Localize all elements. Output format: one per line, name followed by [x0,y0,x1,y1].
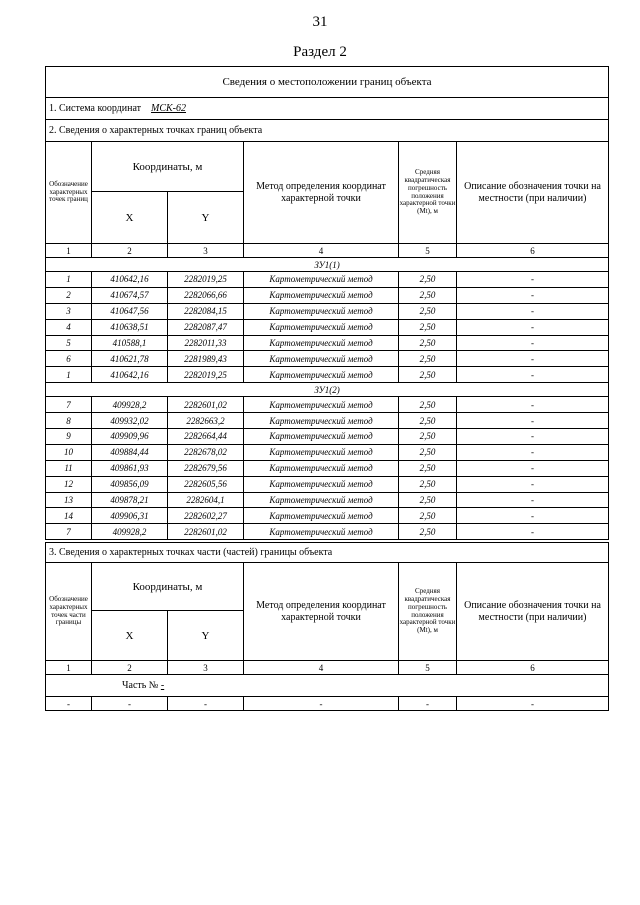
table-row [46,351,609,367]
table-cell: 409909,96 [92,429,168,445]
table-cell: 409928,2 [92,397,168,413]
table-cell: 409861,93 [92,460,168,476]
table-cell: - [92,697,168,711]
table-cell: 1 [46,272,92,288]
table-cell: Картометрический метод [244,524,399,540]
table-cell: 2281989,43 [168,351,244,367]
table-row [46,303,609,319]
parcel-rows [46,258,609,540]
table-cell: 9 [46,429,92,445]
table-cell: - [457,444,609,460]
table-cell: 2282011,33 [168,335,244,351]
section3-title: 3. Сведения о характерных точках части (частей) границы объекта [46,543,609,563]
table-title: Сведения о местоположении границ объекта [46,67,609,98]
table-cell: 2 [46,287,92,303]
parcel-header-row [46,258,609,272]
header-description: Описание обозначения точки на местности (при наличии) [457,563,609,661]
table-row [46,319,609,335]
table-cell: 2282087,47 [168,319,244,335]
table-cell: 6 [46,351,92,367]
table-cell: 409856,09 [92,476,168,492]
table-row [46,272,609,288]
table-cell: 11 [46,460,92,476]
header-method: Метод определения координат характерной точки [244,142,399,244]
table-cell: 2282601,02 [168,524,244,540]
col-number: 6 [457,244,609,258]
coord-system-value: МСК-62 [151,103,187,114]
table-cell: Картометрический метод [244,351,399,367]
table-cell: Картометрический метод [244,335,399,351]
table-cell: - [457,492,609,508]
part-number-row [46,675,609,697]
table-cell: 2,50 [399,429,457,445]
table-cell: - [457,303,609,319]
column-numbers-row [46,661,609,675]
table-cell: 2282019,25 [168,367,244,383]
table-cell: 409928,2 [92,524,168,540]
table-cell: - [457,397,609,413]
table-cell: 2,50 [399,287,457,303]
table-cell: - [457,367,609,383]
table-cell: 1 [46,367,92,383]
header-coords: Координаты, м [92,142,244,192]
table-cell: Картометрический метод [244,303,399,319]
table-cell: 4 [46,319,92,335]
table-cell: - [244,697,399,711]
col-number: 3 [168,661,244,675]
table-row [46,476,609,492]
table-cell: 410674,57 [92,287,168,303]
col-number: 5 [399,244,457,258]
part-data-row [46,697,609,711]
table-cell: 2,50 [399,444,457,460]
col-number: 1 [46,244,92,258]
table-cell: - [457,508,609,524]
col-number: 6 [457,661,609,675]
table-cell: 410647,56 [92,303,168,319]
table-cell: - [457,476,609,492]
table-cell: 2282679,56 [168,460,244,476]
header-coords: Координаты, м [92,563,244,611]
table-cell: - [457,429,609,445]
table-cell: 2,50 [399,351,457,367]
table-cell: 409906,31 [92,508,168,524]
table-cell: Картометрический метод [244,429,399,445]
table-cell: 409932,02 [92,413,168,429]
table-cell: 2282602,27 [168,508,244,524]
section2-title: 2. Сведения о характерных точках границ объекта [46,120,609,142]
table-cell: 410642,16 [92,272,168,288]
page-number: 31 [312,14,328,30]
col-number: 4 [244,244,399,258]
header-method: Метод определения координат характерной точки [244,563,399,661]
table-cell: 2,50 [399,303,457,319]
col-number: 3 [168,244,244,258]
parcel-name: ЗУ1(2) [46,383,609,397]
header-error: Средняя квадратическая погрешность положения характерной точки (Mt), м [399,563,457,661]
table-cell: 2,50 [399,476,457,492]
col-number: 1 [46,661,92,675]
header-error: Средняя квадратическая погрешность положения характерной точки (Mt), м [399,142,457,244]
table-cell: - [457,460,609,476]
table-cell: Картометрический метод [244,492,399,508]
table-cell: 409884,44 [92,444,168,460]
table-row [46,492,609,508]
table-cell: 7 [46,524,92,540]
col-number: 5 [399,661,457,675]
header-y: Y [168,611,244,661]
table-cell: 5 [46,335,92,351]
table-row [46,524,609,540]
header-part-point-label: Обозначение характерных точек части границы [46,563,92,661]
column-numbers-row [46,244,609,258]
table-cell: 2282601,02 [168,397,244,413]
table-cell: - [46,697,92,711]
parcel-name: ЗУ1(1) [46,258,609,272]
header-x: X [92,192,168,244]
table-cell: Картометрический метод [244,319,399,335]
table-cell: 10 [46,444,92,460]
table-cell: 12 [46,476,92,492]
col-number: 2 [92,244,168,258]
table-cell: 410642,16 [92,367,168,383]
header-point-label: Обозначение характерных точек границ [46,142,92,244]
table-cell: 2,50 [399,492,457,508]
table-cell: 3 [46,303,92,319]
table-cell: 2,50 [399,460,457,476]
table-cell: 410621,78 [92,351,168,367]
col-number: 2 [92,661,168,675]
table-row [46,508,609,524]
table-cell: 7 [46,397,92,413]
table-cell: 2,50 [399,367,457,383]
table-cell: 2282678,02 [168,444,244,460]
table-cell: - [168,697,244,711]
table-cell: - [457,335,609,351]
table-cell: 2,50 [399,272,457,288]
table-cell: Картометрический метод [244,460,399,476]
table-cell: 409878,21 [92,492,168,508]
header-x: X [92,611,168,661]
table-cell: 2,50 [399,413,457,429]
table-cell: Картометрический метод [244,367,399,383]
table-cell: 2,50 [399,524,457,540]
table-cell: 2282084,15 [168,303,244,319]
table-cell: 2282019,25 [168,272,244,288]
table-cell: 2,50 [399,508,457,524]
table-cell: Картометрический метод [244,413,399,429]
table-row [46,397,609,413]
table-cell: Картометрический метод [244,444,399,460]
table-cell: 410588,1 [92,335,168,351]
table-row [46,429,609,445]
section-title: Раздел 2 [293,44,347,60]
table-row [46,460,609,476]
col-number: 4 [244,661,399,675]
table-cell: 8 [46,413,92,429]
table-cell: 2,50 [399,397,457,413]
boundary-points-table [45,66,609,540]
table-cell: 2282605,56 [168,476,244,492]
coord-system-row [46,98,609,120]
table-cell: 2282066,66 [168,287,244,303]
table-cell: - [457,413,609,429]
table-cell: Картометрический метод [244,287,399,303]
table-row [46,413,609,429]
parcel-header-row [46,383,609,397]
table-cell: 2,50 [399,335,457,351]
table-cell: - [457,319,609,335]
part-value: - [160,680,165,691]
table-cell: Картометрический метод [244,397,399,413]
table-cell: 2282664,44 [168,429,244,445]
table-cell: - [457,351,609,367]
table-cell: Картометрический метод [244,272,399,288]
part-label: Часть № [122,680,159,691]
part-boundary-points-table [45,542,609,711]
table-row [46,367,609,383]
table-row [46,287,609,303]
table-cell: - [399,697,457,711]
table-cell: 410638,51 [92,319,168,335]
table-cell: - [457,272,609,288]
table-cell: 2282663,2 [168,413,244,429]
table-row [46,335,609,351]
table-cell: 2282604,1 [168,492,244,508]
table-cell: 2,50 [399,319,457,335]
table-cell: - [457,524,609,540]
table-row [46,444,609,460]
header-y: Y [168,192,244,244]
table-cell: - [457,287,609,303]
table-cell: Картометрический метод [244,476,399,492]
table-cell: Картометрический метод [244,508,399,524]
header-description: Описание обозначения точки на местности (при наличии) [457,142,609,244]
coord-system-label: 1. Система координат [49,103,142,114]
table-cell: 14 [46,508,92,524]
table-cell: 13 [46,492,92,508]
table-cell: - [457,697,609,711]
